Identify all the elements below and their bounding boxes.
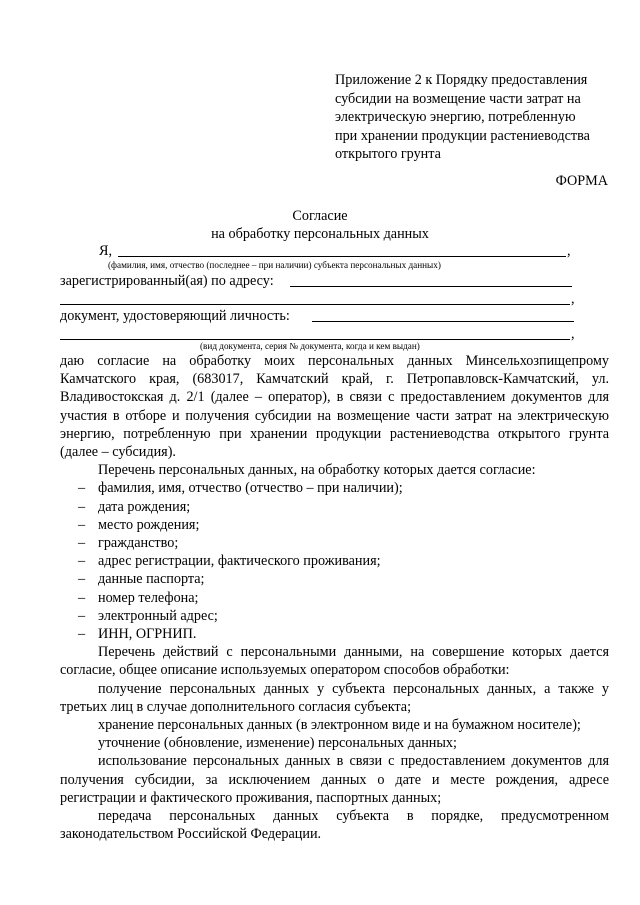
list-item-text: номер телефона; [98, 589, 199, 606]
list-item [60, 498, 609, 516]
list-dash: – [78, 480, 86, 497]
fio-comma: , [567, 243, 571, 259]
appendix-line: субсидии на возмещение части затрат на [335, 90, 581, 107]
appendix-note [335, 71, 608, 164]
action-item: уточнение (обновление, изменение) персональных данных; [98, 735, 457, 752]
form-label: ФОРМА [555, 173, 608, 189]
personal-data-list [60, 479, 609, 643]
list-dash: – [78, 553, 86, 570]
action-item: получение персональных данных у субъекта персональных данных, а также у третьих лиц в случае дополнительного согласия субъекта; [60, 680, 609, 715]
id-document-comma: , [571, 326, 575, 342]
action-item: хранение персональных данных (в электронном виде и на бумажном носителе); [98, 717, 581, 734]
consent-body [60, 352, 609, 843]
appendix-line: открытого грунта [335, 146, 441, 162]
list-item-text: данные паспорта; [98, 571, 205, 588]
address-label: зарегистрированный(ая) по адресу: [60, 273, 274, 289]
personal-data-intro: Перечень персональных данных, на обработку которых дается согласие: [98, 462, 536, 479]
list-dash: – [78, 498, 86, 515]
list-item-text: фамилия, имя, отчество (отчество – при наличии); [98, 480, 403, 497]
fio-hint: (фамилия, имя, отчество (последнее – при наличии) субъекта персональных данных) [108, 260, 441, 270]
action-item: передача персональных данных субъекта в порядке, предусмотренном законодательством Российской Федерации. [60, 808, 609, 843]
id-document-hint: (вид документа, серия № документа, когда и кем выдан) [200, 341, 420, 351]
list-item [60, 534, 609, 552]
list-dash: – [78, 535, 86, 552]
address-comma: , [571, 291, 575, 307]
fio-field-line[interactable] [118, 256, 566, 257]
list-item-text: ИНН, ОГРНИП. [98, 626, 197, 643]
list-item-text: гражданство; [98, 535, 179, 552]
appendix-line: электрическую энергию, потребленную [335, 109, 576, 125]
list-dash: – [78, 607, 86, 624]
list-item-text: адрес регистрации, фактического проживания; [98, 553, 381, 570]
list-item [60, 589, 609, 607]
list-dash: – [78, 571, 86, 588]
list-item [60, 625, 609, 643]
action-item: использование персональных данных в связи с предоставлением документов для получения субсидии, за исключением данных о дате и месте рождения, адресе регистрации и фактического проживания, паспортных данных; [60, 753, 609, 806]
document-title: Согласие [292, 208, 348, 224]
address-field-line[interactable] [290, 286, 572, 287]
list-item [60, 516, 609, 534]
list-item-text: дата рождения; [98, 498, 191, 515]
ya-label: Я, [99, 243, 113, 259]
list-dash: – [78, 589, 86, 606]
document-subtitle: на обработку персональных данных [211, 226, 429, 242]
actions-intro: Перечень действий с персональными данными, на совершение которых дается согласие, общее описание используемых оператором способов обработки: [60, 644, 609, 679]
list-dash: – [78, 626, 86, 643]
list-item-text: электронный адрес; [98, 607, 218, 624]
appendix-line: при хранении продукции растениеводства [335, 127, 590, 144]
list-item [60, 570, 609, 588]
id-document-field-line-2[interactable] [60, 339, 570, 340]
consent-paragraph: даю согласие на обработку моих персональных данных Минсельхозпищепрому Камчатского края, (683017, Камчатский край, г. Петропавловск-Камчатский, ул. Владивостокская д. 2/1 (далее – оператор), в связи с предоставлением документов для участия в отборе и получения субсидии на возмещение части затрат на электрическую энергию, потребленную при хранении продукции растениеводства открытого грунта (далее – субсидия). [60, 353, 609, 461]
address-field-line-2[interactable] [60, 304, 570, 305]
appendix-line: Приложение 2 к Порядку предоставления [335, 72, 588, 88]
list-dash: – [78, 516, 86, 533]
list-item-text: место рождения; [98, 516, 200, 533]
id-document-field-line[interactable] [312, 321, 574, 322]
list-item [60, 607, 609, 625]
list-item [60, 479, 609, 497]
list-item [60, 552, 609, 570]
id-document-label: документ, удостоверяющий личность: [60, 308, 290, 324]
